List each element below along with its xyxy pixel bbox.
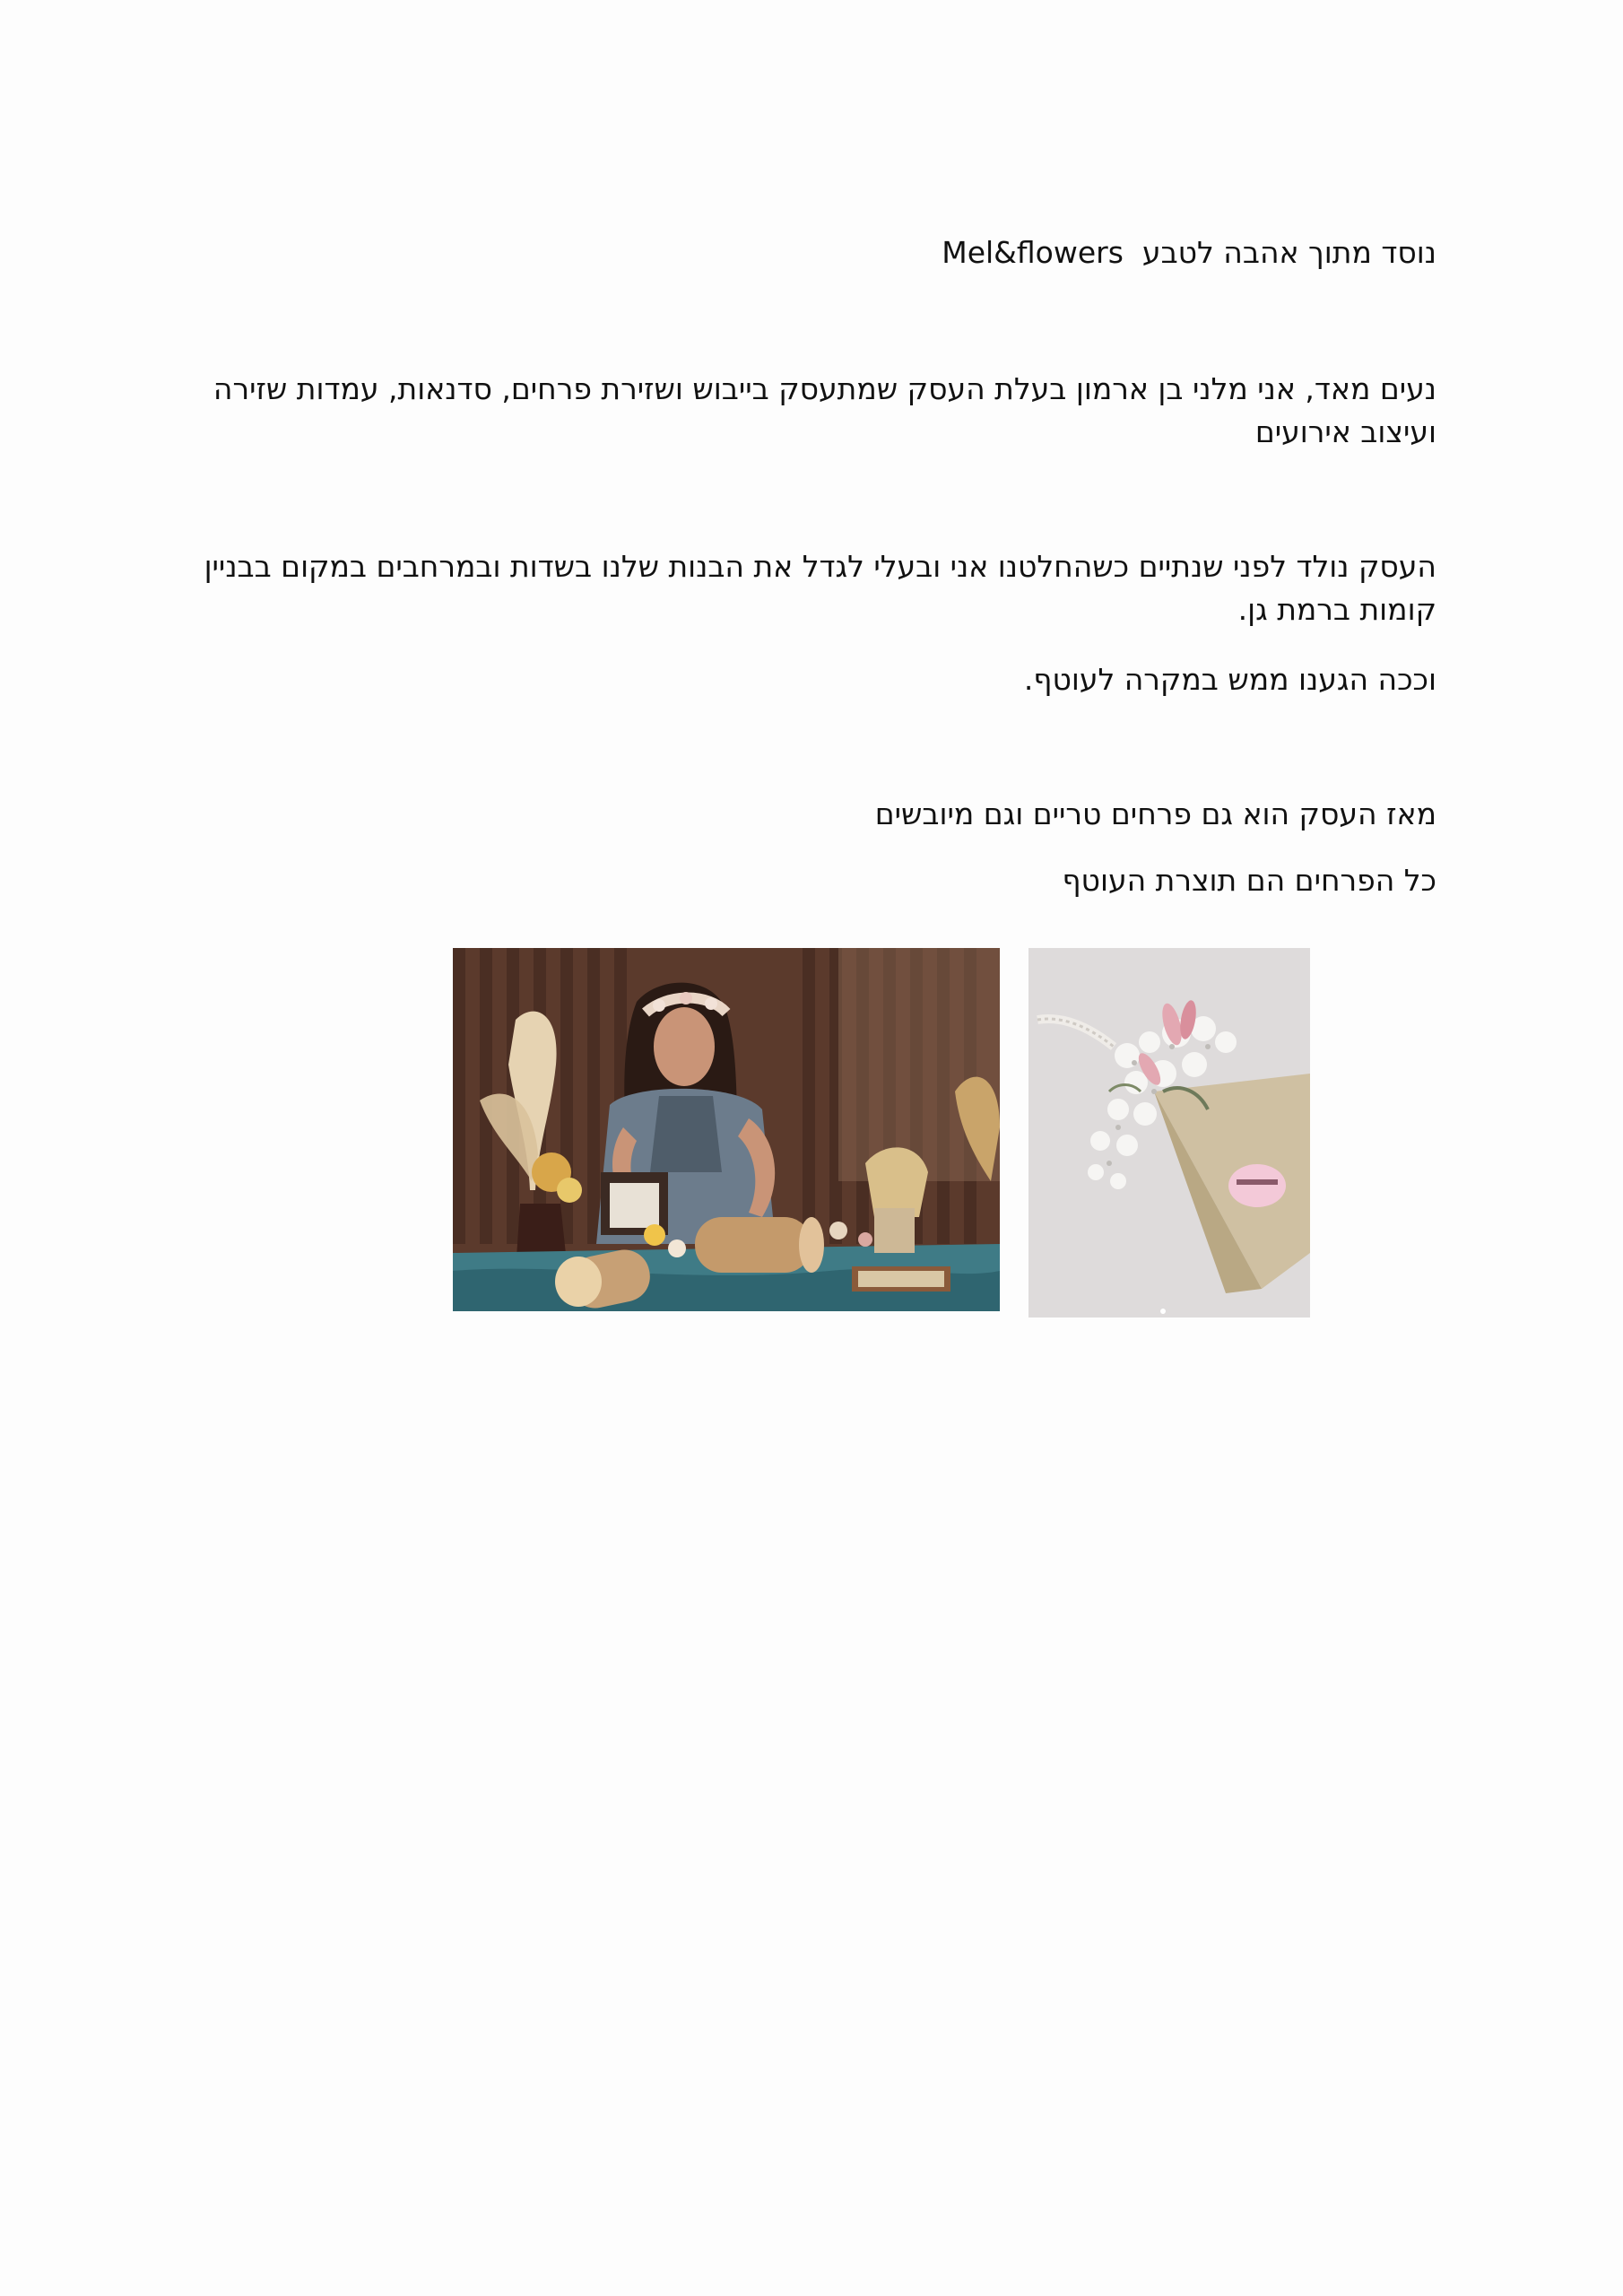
arrival-line: וככה הגענו ממש במקרה לעוטף. bbox=[1023, 662, 1436, 697]
document-title bbox=[942, 235, 1436, 271]
bouquet-photo bbox=[1028, 948, 1310, 1318]
brand-name: Mel&flowers bbox=[942, 235, 1124, 270]
workshop-photo-illustration bbox=[453, 948, 1000, 1311]
workshop-photo bbox=[453, 948, 1000, 1311]
business-now-line: מאז העסק הוא גם פרחים טריים וגם מיובשים bbox=[874, 796, 1436, 831]
local-produce-line: כל הפרחים הם תוצרת העוטף bbox=[1062, 863, 1436, 898]
intro-paragraph: נעים מאד, אני מלני בן ארמון בעלת העסק שמתעסק בייבוש ושזירת פרחים, סדנאות, עמדות שזירה ועיצוב אירועים bbox=[213, 371, 1436, 449]
origin-paragraph: העסק נולד לפני שנתיים כשהחלטנו אני ובעלי לגדל את הבנות שלנו בשדות ובמרחבים במקום בבניין קומות ברמת גן. bbox=[204, 549, 1436, 627]
bouquet-photo-illustration bbox=[1028, 948, 1310, 1318]
title-hebrew: נוסד מתוך אהבה לטבע bbox=[1141, 235, 1436, 270]
